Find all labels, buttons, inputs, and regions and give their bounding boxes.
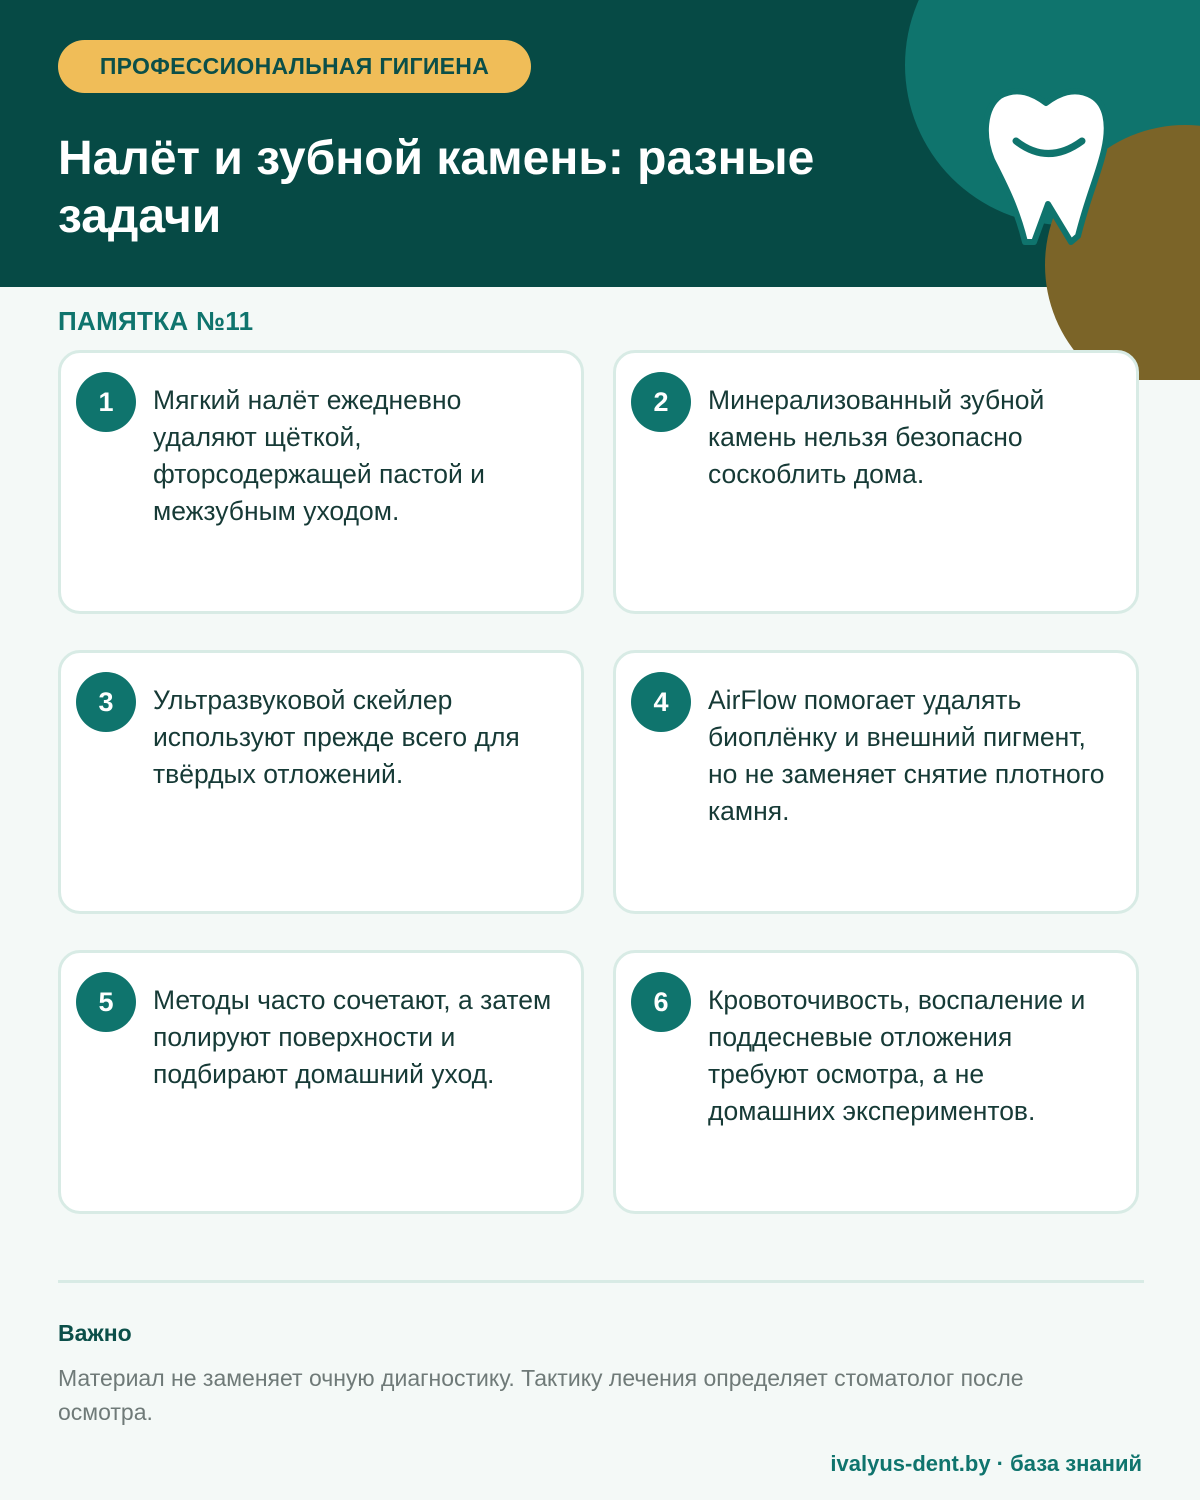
card-number-badge: 4 [631, 672, 691, 732]
tip-card [613, 650, 1139, 914]
section-divider [58, 1280, 1144, 1283]
note-title: Важно [58, 1320, 132, 1346]
tip-card [613, 350, 1139, 614]
tip-card [58, 650, 584, 914]
card-text: Кровоточивость, воспаление и поддесневые отложения требуют осмотра, а не домашних экспериментов. [708, 985, 1086, 1126]
tip-card [58, 950, 584, 1214]
card-text: Ультразвуковой скейлер используют прежде всего для твёрдых отложений. [153, 685, 520, 789]
category-badge: ПРОФЕССИОНАЛЬНАЯ ГИГИЕНА [58, 40, 531, 93]
header-banner [0, 0, 1200, 287]
card-number-badge: 6 [631, 972, 691, 1032]
card-text: Мягкий налёт ежедневно удаляют щёткой, фторсодержащей пастой и межзубным уходом. [153, 385, 485, 526]
card-number-badge: 1 [76, 372, 136, 432]
card-number-badge: 3 [76, 672, 136, 732]
footer-source: ivalyus-dent.by · база знаний [830, 1451, 1142, 1476]
tip-card [58, 350, 584, 614]
card-text: Методы часто сочетают, а затем полируют поверхности и подбирают домашний уход. [153, 985, 552, 1089]
memo-label: ПАМЯТКА №11 [58, 306, 254, 336]
card-text: AirFlow помогает удалять биоплёнку и внешний пигмент, но не заменяет снятие плотного камня. [708, 685, 1105, 826]
card-text: Минерализованный зубной камень нельзя безопасно соскоблить дома. [708, 385, 1045, 489]
card-number-badge: 5 [76, 972, 136, 1032]
card-number-badge: 2 [631, 372, 691, 432]
note-text: Материал не заменяет очную диагностику. Тактику лечения определяет стоматолог после осмотра. [58, 1365, 1024, 1425]
page-title: Налёт и зубной камень: разные задачи [58, 132, 815, 243]
tip-card [613, 950, 1139, 1214]
